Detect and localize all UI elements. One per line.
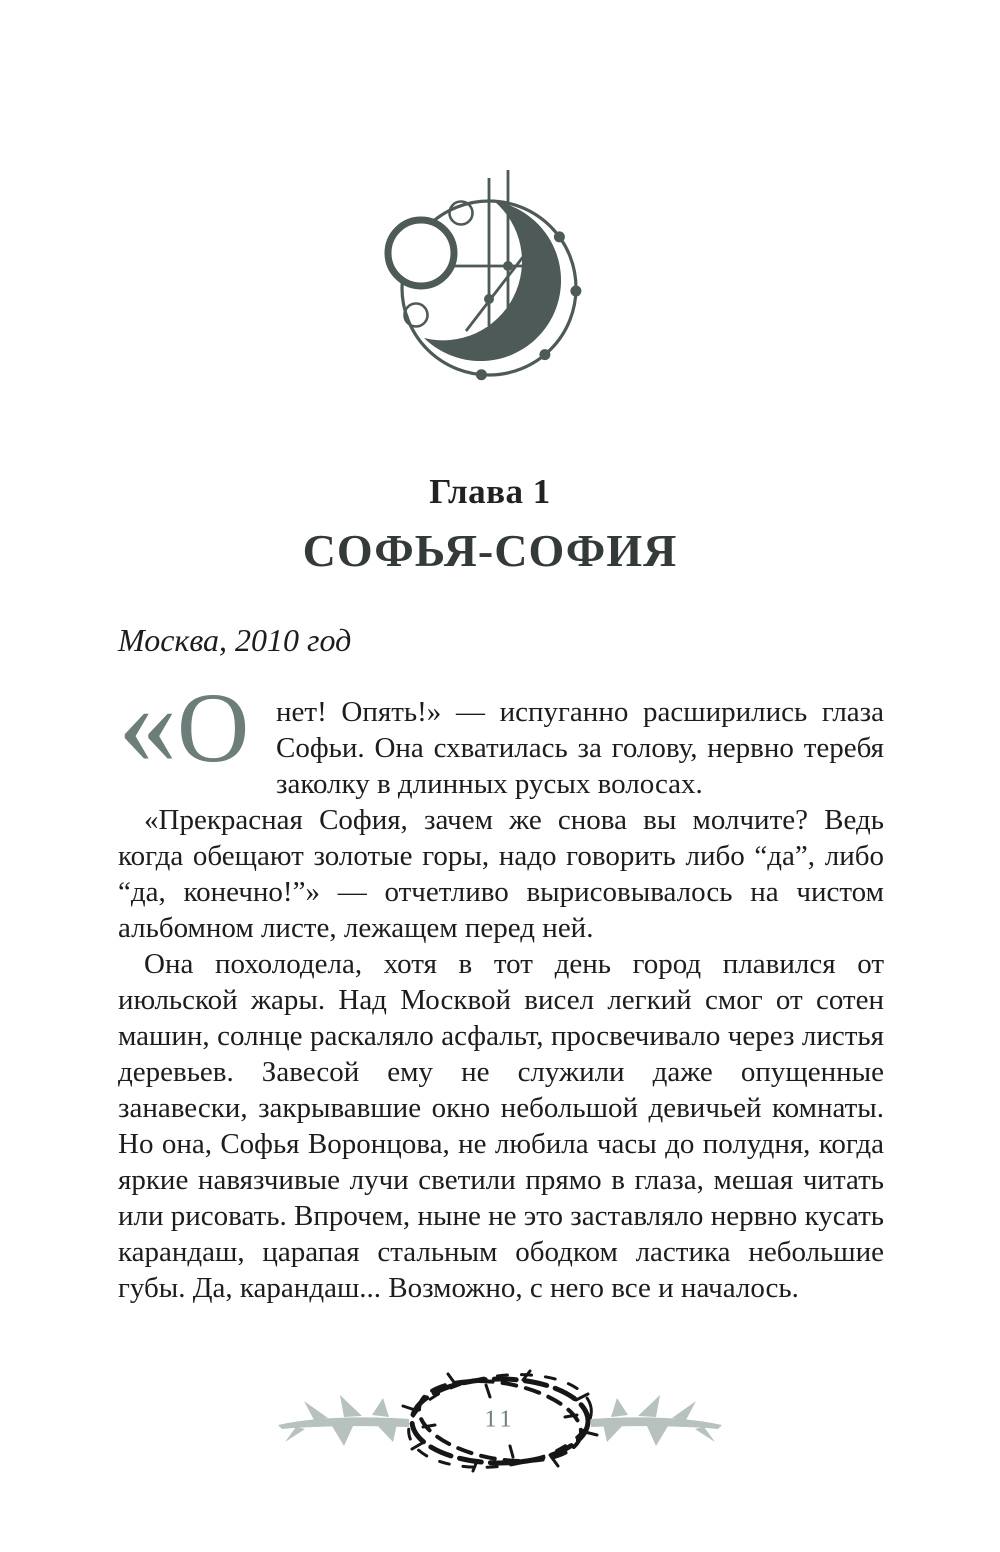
page-number: 11	[484, 1406, 516, 1433]
paragraph-2: «Прекрасная София, зачем же снова вы молчите? Ведь когда обещают золотые горы, надо говорить либо “да”, либо “да, конечно!”» — отчетливо вырисовывалось на чистом альбомном листе, лежащем перед ней.	[118, 804, 884, 944]
chapter-number: Глава 1	[429, 472, 551, 511]
drop-cap-letter: О	[177, 672, 250, 783]
dateline: Москва, 2010 год	[118, 622, 352, 658]
thorn-branch-icon	[276, 1389, 411, 1453]
paragraph-1	[118, 658, 884, 802]
paragraph-3: Она похолодела, хотя в тот день город плавился от июльской жары. Над Москвой висел легкий смог от сотен машин, солнце раскаляло асфальт, просвечивало через листья деревьев. Завесой ему не служили даже опущенные занавески, закрывавшие окно небольшой девичьей комнаты. Но она, Софья Воронцова, не любила часы до полудня, когда яркие навязчивые лучи светили прямо в глаза, мешая читать или рисовать. Впрочем, ныне не это заставляло нервно кусать карандаш, царапая стальным ободком ластика небольшие губы. Да, карандаш... Возможно, с него все и началось.	[118, 948, 884, 1304]
opening-guillemet: «	[118, 658, 173, 789]
drop-cap	[118, 658, 266, 789]
paragraph-1-text: нет! Опять!» — испуганно расширились глаза Софьи. Она схватилась за голову, нервно теребя заколку в длинных русых волосах.	[276, 696, 884, 800]
page-footer	[0, 1366, 1000, 1476]
body-text	[118, 658, 884, 1306]
thorn-branch-icon	[589, 1389, 724, 1453]
page-number-wreath	[397, 1369, 603, 1473]
crescent-moon-emblem-icon	[384, 168, 599, 383]
chapter-title: СОФЬЯ-СОФИЯ	[302, 525, 678, 576]
